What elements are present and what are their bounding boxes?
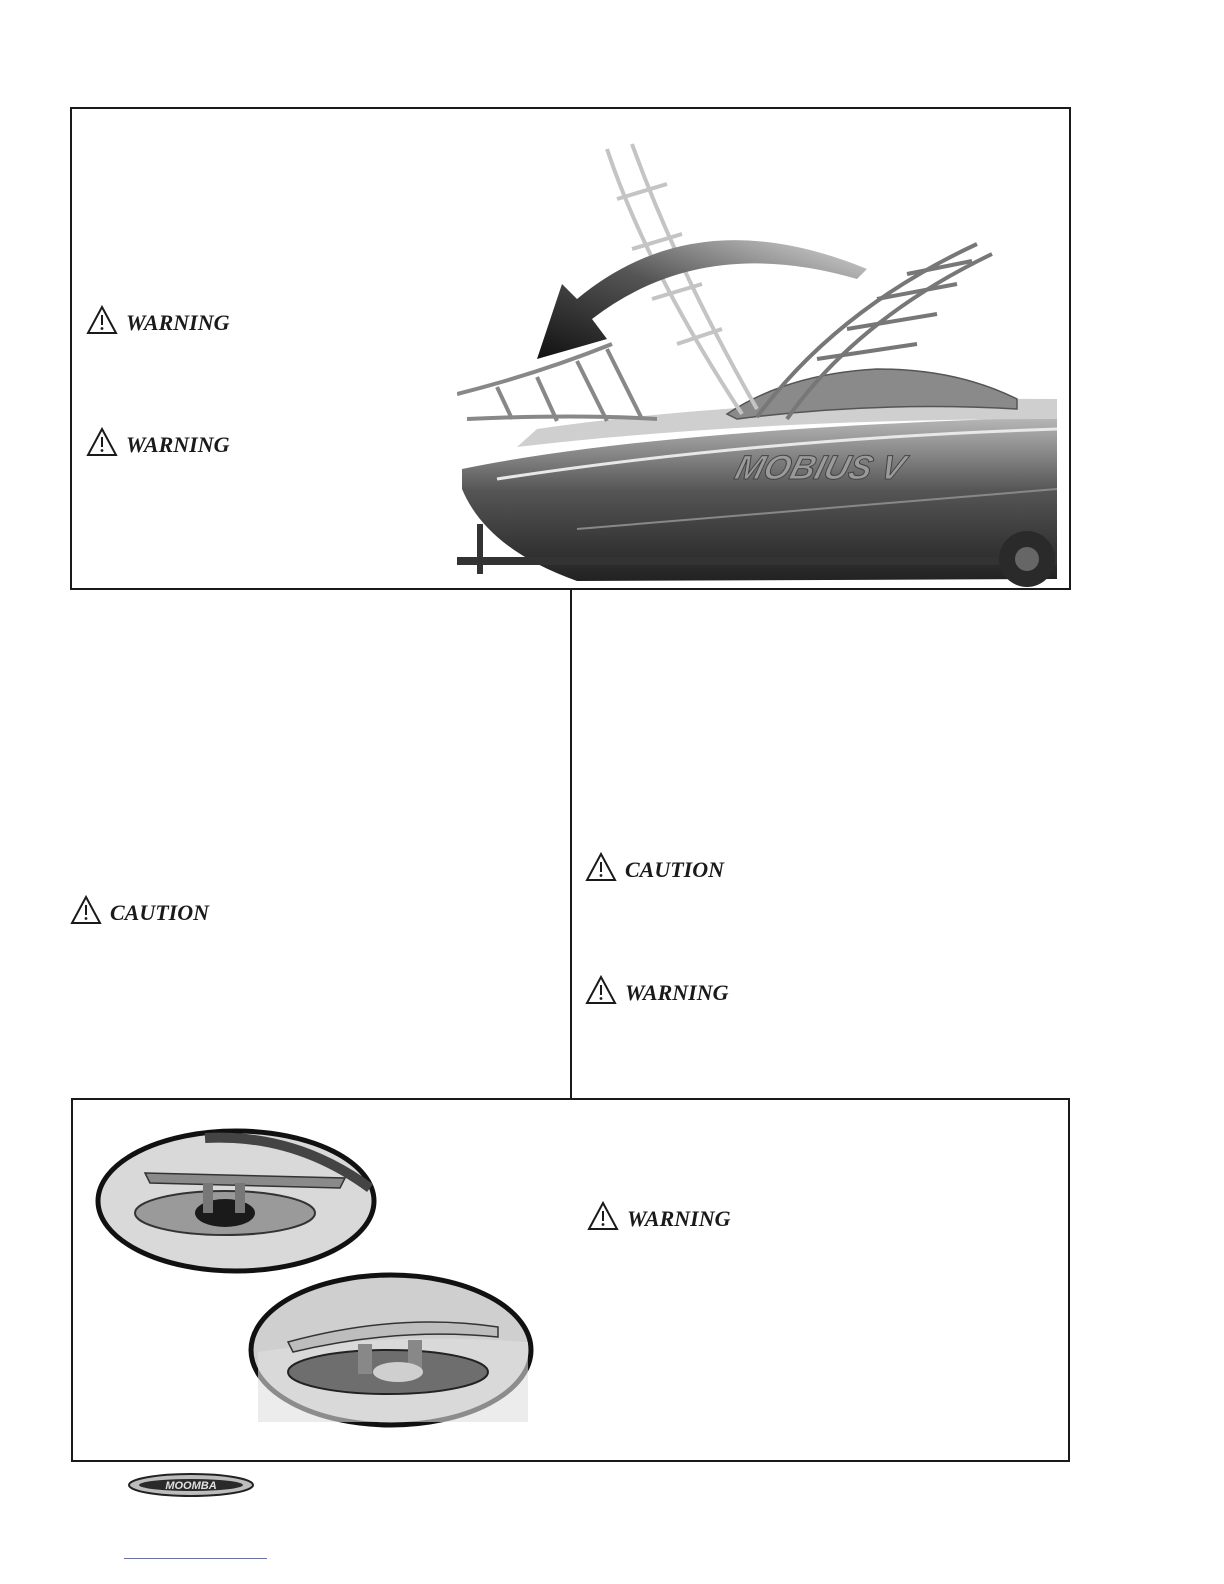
tower-figure-box [70,107,1071,590]
warning-label: WARNING [625,980,729,1005]
column-divider [570,590,572,1098]
footer-rule [124,1558,267,1559]
warning-callout-bottom [587,1201,731,1237]
boat-tower-illustration [457,129,1057,589]
warning-triangle-icon [585,975,617,1011]
caution-callout-right [585,852,724,888]
cleat-figure-box [71,1098,1070,1462]
warning-triangle-icon [70,895,102,931]
warning-triangle-icon [86,427,118,463]
warning-label: WARNING [126,432,230,457]
warning-triangle-icon [86,305,118,341]
warning-triangle-icon [587,1201,619,1237]
logo-text: MOOMBA [165,1480,217,1492]
hull-logo: MOBIUS V [731,449,910,487]
warning-label: WARNING [126,310,230,335]
warning-callout-1 [86,305,230,341]
warning-callout-2 [86,427,230,463]
cleat-closeup-2 [248,1272,534,1428]
warning-label: WARNING [627,1206,731,1231]
moomba-logo [127,1472,255,1498]
warning-callout-right [585,975,729,1011]
warning-triangle-icon [585,852,617,888]
cleat-closeup-1 [95,1128,377,1274]
caution-label: CAUTION [625,857,725,882]
caution-callout-left [70,895,209,931]
caution-label: CAUTION [110,900,210,925]
